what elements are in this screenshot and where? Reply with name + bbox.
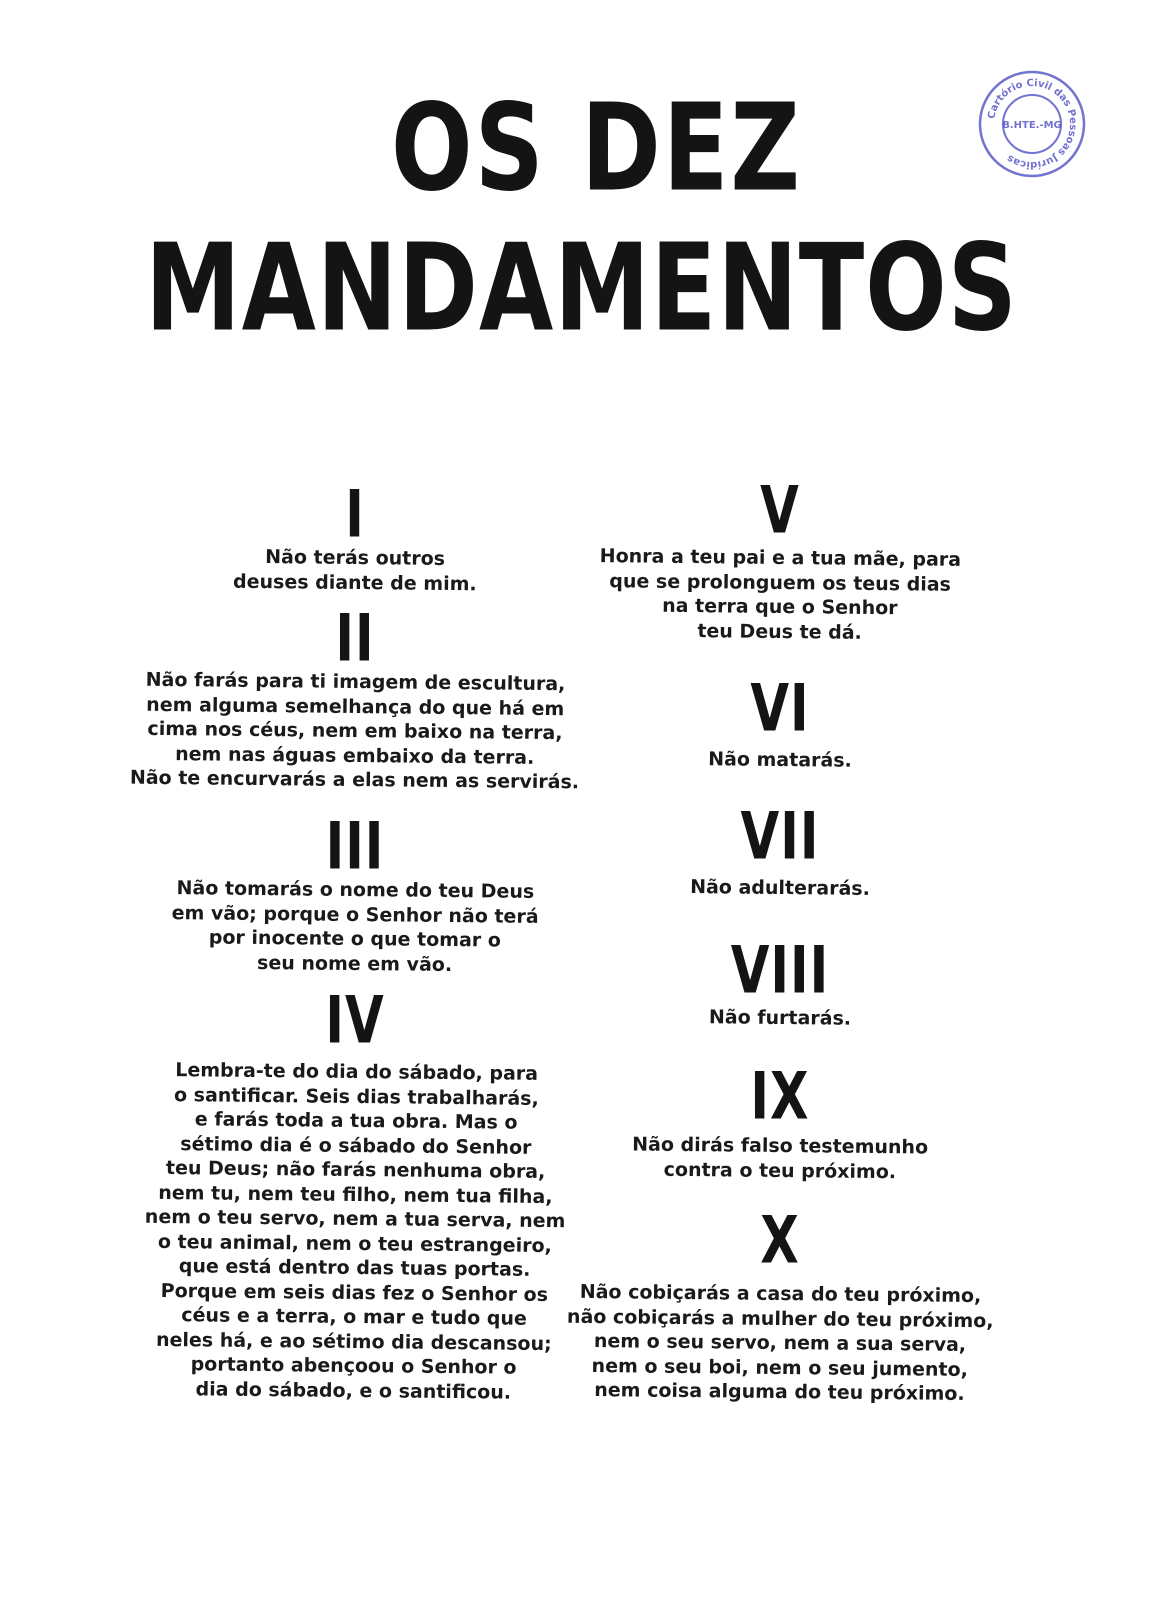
notary-stamp bbox=[978, 70, 1086, 178]
stamp-center-text: B.HTE.-MG bbox=[1002, 120, 1062, 131]
commandment-text: Não matarás. bbox=[708, 748, 852, 772]
stamp-ring-text: Cartório Civil das Pessoas Jurídicas bbox=[986, 77, 1079, 171]
commandment-8 bbox=[555, 932, 1005, 1031]
commandment-text: Não dirás falso testemunho contra o teu próximo. bbox=[632, 1133, 929, 1183]
commandment-4 bbox=[95, 982, 615, 1404]
commandment-text: Não farás para ti imagem de escultura, nem alguma semelhança do que há em cima nos céus, nem em baixo na terra, nem nas águas embaixo da terra. Não te encurvarás a elas nem as servirás. bbox=[129, 668, 580, 794]
commandment-numeral: V bbox=[760, 472, 800, 549]
commandment-numeral: I bbox=[345, 476, 365, 553]
commandment-text: Não terás outros deuses diante de mim. bbox=[232, 546, 477, 595]
commandment-numeral: III bbox=[325, 808, 385, 885]
commandment-9 bbox=[555, 1058, 1005, 1183]
commandment-numeral: II bbox=[335, 600, 375, 677]
commandment-6 bbox=[555, 670, 1005, 773]
commandment-text: Lembra-te do dia do sábado, para o santificar. Seis dias trabalharás, e farás toda a tua obra. Mas o sétimo dia é o sábado do Senhor teu Deus; não farás nenhuma obra, nem tu, nem teu filho, nem tua filha, nem o teu servo, nem a tua serva, nem o teu animal, nem o teu estrangeiro, que está dentro das tuas portas. Porque em seis dias fez o Senhor os céus e a terra, o mar e tudo que neles há, e ao sétimo dia descansou; portanto abençoou o Senhor o dia do sábado, e o santificou. bbox=[144, 1059, 566, 1404]
commandment-text: Não furtarás. bbox=[708, 1006, 852, 1030]
commandment-text: Não cobiçarás a casa do teu próximo, não cobiçarás a mulher do teu próximo, nem o seu servo, nem a sua serva, nem o seu boi, nem o seu jumento, nem coisa alguma do teu próximo. bbox=[566, 1280, 994, 1405]
commandment-10 bbox=[555, 1202, 1005, 1405]
commandment-text: Não adulterarás. bbox=[690, 876, 870, 900]
commandment-numeral: X bbox=[760, 1202, 800, 1279]
page-title-line-1: OS DEZ bbox=[390, 78, 803, 218]
commandment-7 bbox=[555, 798, 1005, 901]
commandment-5 bbox=[555, 472, 1005, 644]
commandment-numeral: IX bbox=[750, 1058, 810, 1135]
page-title-line-2: MANDAMENTOS bbox=[145, 218, 1018, 358]
commandment-text: Não tomarás o nome do teu Deus em vão; porque o Senhor não terá por inocente o que tomar o seu nome em vão. bbox=[171, 877, 539, 976]
commandment-2 bbox=[95, 600, 615, 794]
commandment-numeral: VIII bbox=[730, 932, 830, 1009]
commandment-1 bbox=[95, 476, 615, 595]
commandment-text: Honra a teu pai e a tua mãe, para que se prolonguem os teus dias na terra que o Senhor teu Deus te dá. bbox=[599, 545, 962, 644]
commandment-3 bbox=[95, 808, 615, 976]
commandment-numeral: IV bbox=[325, 982, 385, 1059]
commandment-numeral: VI bbox=[750, 670, 810, 747]
commandment-numeral: VII bbox=[740, 798, 820, 875]
